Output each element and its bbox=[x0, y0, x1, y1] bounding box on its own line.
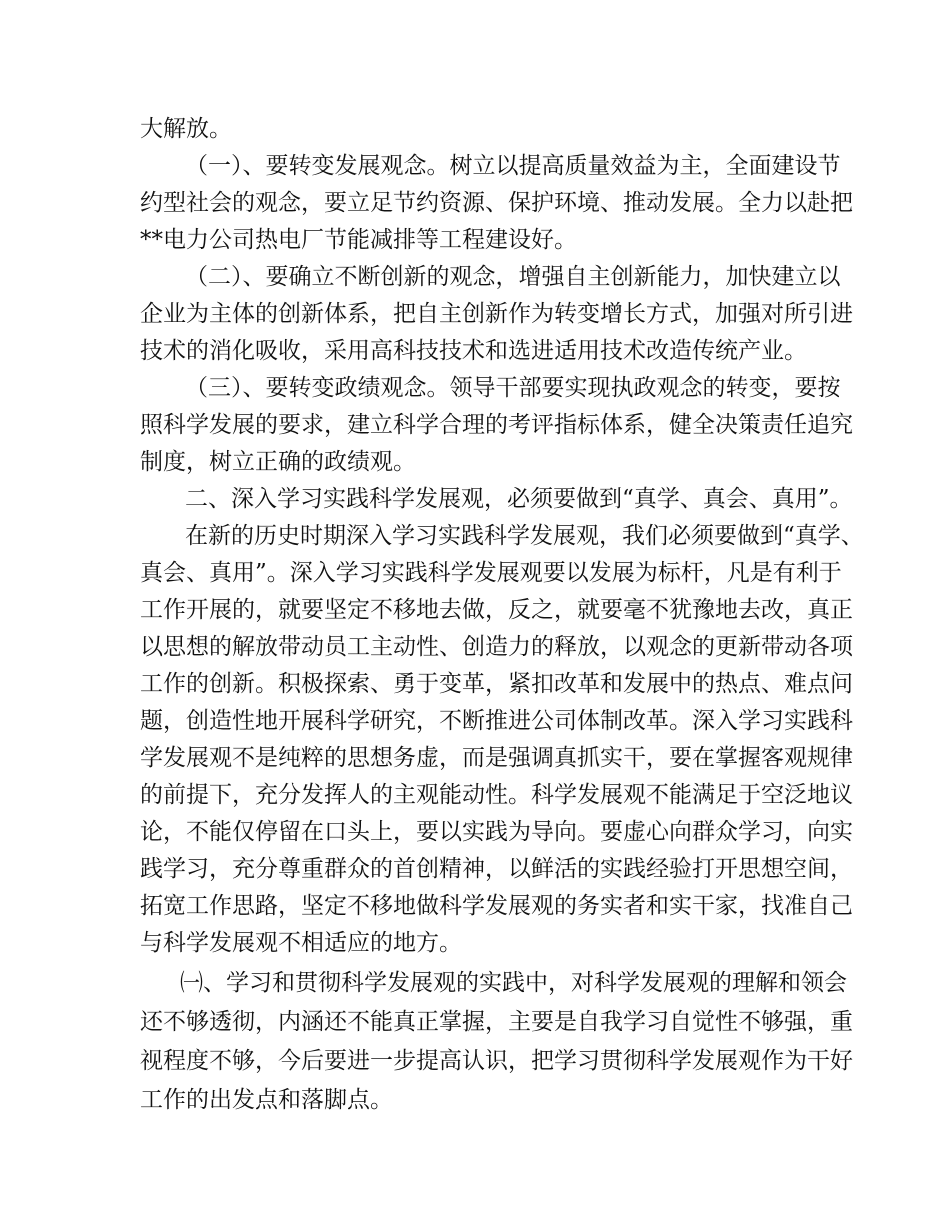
text-line: 技术的消化吸收，采用高科技技术和选进适用技术改造传统产业。 bbox=[140, 338, 807, 364]
text-line: 工作开展的，就要坚定不移地去做，反之，就要毫不犹豫地去改，真正 bbox=[140, 597, 853, 623]
text-line: 照科学发展的要求，建立科学合理的考评指标体系，健全决策责任追究 bbox=[140, 412, 853, 438]
text-line: 学发展观不是纯粹的思想务虚，而是强调真抓实干，要在掌握客观规律 bbox=[140, 745, 853, 771]
text-line: 的前提下，充分发挥人的主观能动性。科学发展观不能满足于空泛地议 bbox=[140, 782, 853, 808]
text-line: 题，创造性地开展科学研究，不断推进公司体制改革。深入学习实践科 bbox=[140, 708, 853, 734]
text-line: 视程度不够，今后要进一步提高认识，把学习贯彻科学发展观作为干好 bbox=[140, 1048, 853, 1074]
text-line: 还不够透彻，内涵还不能真正掌握，主要是自我学习自觉性不够强，重 bbox=[140, 1009, 853, 1035]
text-line: 真会、真用”。深入学习实践科学发展观要以发展为标杆，凡是有利于 bbox=[140, 560, 842, 586]
text-line: 论，不能仅停留在口头上，要以实践为导向。要虚心向群众学习，向实 bbox=[140, 819, 853, 845]
text-line: 企业为主体的创新体系，把自主创新作为转变增长方式，加强对所引进 bbox=[140, 301, 853, 327]
text-line: 大解放。 bbox=[140, 116, 232, 142]
text-line: 拓宽工作思路，坚定不移地做科学发展观的务实者和实干家，找准自己 bbox=[140, 893, 853, 919]
section-heading: 二、深入学习实践科学发展观，必须要做到“真学、真会、真用”。 bbox=[185, 486, 853, 512]
text-line: 工作的出发点和落脚点。 bbox=[140, 1087, 393, 1113]
text-line: （三）、要转变政绩观念。领导干部要实现执政观念的转变，要按 bbox=[185, 375, 841, 401]
text-line: 制度，树立正确的政绩观。 bbox=[140, 449, 416, 475]
text-line: **电力公司热电厂节能减排等工程建设好。 bbox=[140, 227, 577, 253]
text-line: （二）、要确立不断创新的观念，增强自主创新能力，加快建立以 bbox=[185, 264, 841, 290]
text-line: 在新的历史时期深入学习实践科学发展观，我们必须要做到“真学、 bbox=[185, 523, 864, 549]
text-line: 以思想的解放带动员工主动性、创造力的释放，以观念的更新带动各项 bbox=[140, 634, 853, 660]
text-line: （一）、要转变发展观念。树立以提高质量效益为主，全面建设节 bbox=[185, 153, 841, 179]
text-line: 工作的创新。积极探索、勇于变革，紧扣改革和发展中的热点、难点问 bbox=[140, 671, 853, 697]
text-line: 践学习，充分尊重群众的首创精神，以鲜活的实践经验打开思想空间， bbox=[140, 856, 853, 882]
text-line: 约型社会的观念，要立足节约资源、保护环境、推动发展。全力以赴把 bbox=[140, 190, 853, 216]
text-line: ㈠、学习和贯彻科学发展观的实践中，对科学发展观的理解和领会 bbox=[180, 970, 847, 996]
text-line: 与科学发展观不相适应的地方。 bbox=[140, 930, 462, 956]
